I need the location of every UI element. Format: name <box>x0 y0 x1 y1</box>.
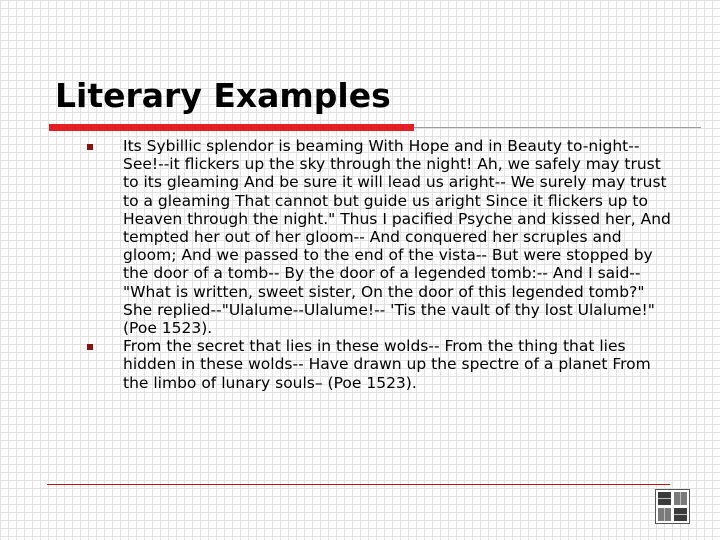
title-underline-gray <box>414 127 701 128</box>
bullet-item <box>84 337 674 392</box>
title-underline-red <box>49 124 414 131</box>
bullet-item <box>84 137 674 337</box>
bullet-text: From the secret that lies in these wolds-- From the thing that lies hidden in these wolds-- Have drawn up the spectre of a planet From the limbo of lunary souls– (Poe 1523). <box>123 337 651 392</box>
bullet-list <box>84 137 674 392</box>
grid-logo-icon <box>655 489 690 524</box>
square-bullet-icon <box>87 344 93 350</box>
slide-title: Literary Examples <box>55 76 391 115</box>
square-bullet-icon <box>87 144 93 150</box>
footer-rule <box>47 484 670 485</box>
bullet-text: Its Sybillic splendor is beaming With Hope and in Beauty to-night-- See!--it flickers up the sky through the night! Ah, we safely may trust to its gleaming And be sure it will lead us aright-- We surely may trust to a gleaming That cannot but guide us aright Since it flickers up to Heaven through the night." Thus I pacified Psyche and kissed her, And tempted her out of her gloom-- And conquered her scruples and gloom; And we passed to the end of the vista-- But were stopped by the door of a tomb-- By the door of a legended tomb:-- And I said--"What is written, sweet sister, On the door of this legended tomb?" She replied--"Ulalume--Ulalume!-- 'Tis the vault of thy lost Ulalume!" (Poe 1523). <box>123 137 671 338</box>
